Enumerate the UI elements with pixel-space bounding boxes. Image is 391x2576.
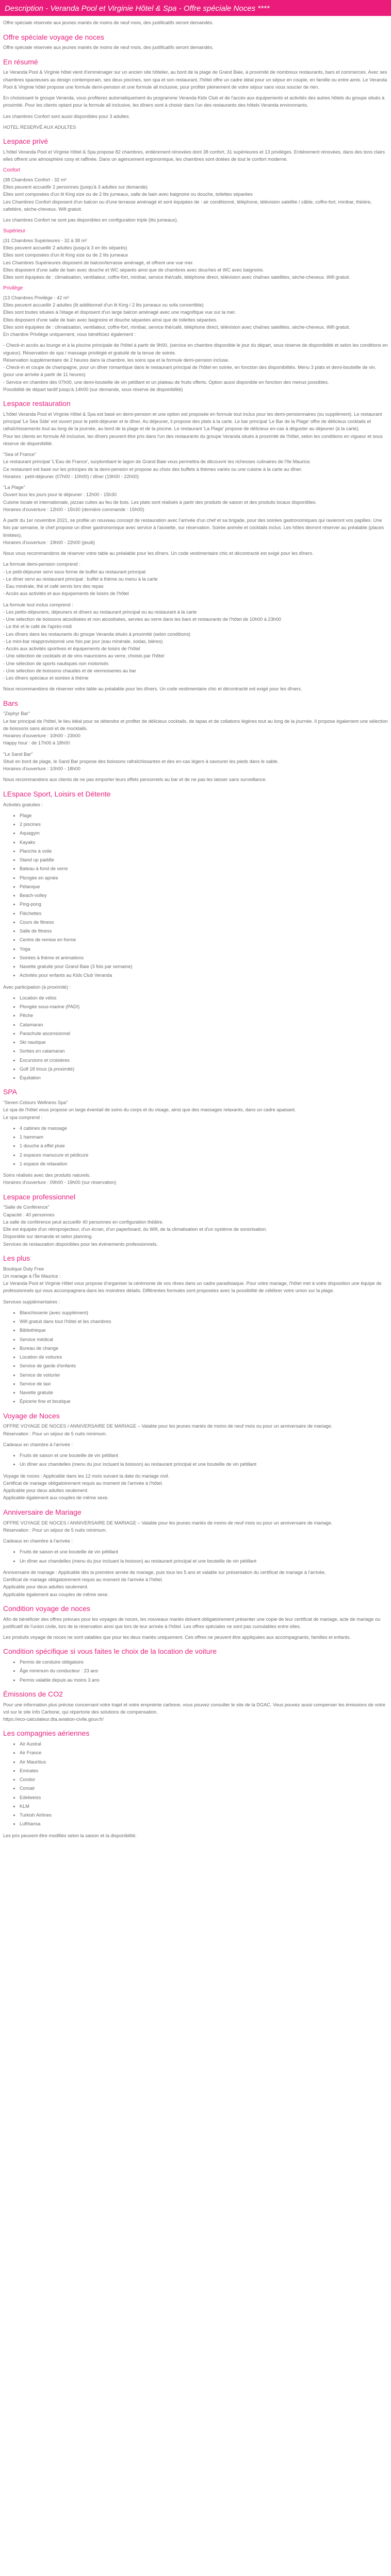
bullet-list <box>3 812 388 979</box>
paragraph-line: Elles sont composées d'un lit King size ou de 2 lits jumeaux <box>3 252 128 258</box>
paragraph-line: (13 Chambres Privilège - 42 m² <box>3 295 69 300</box>
list-item: • Permis valable depuis au moins 3 ans <box>20 1676 388 1684</box>
list-item: • Ping-pong <box>20 901 388 908</box>
paragraph-line: Les prix peuvent être modifiés selon la saison et la disponibilité. <box>3 1833 137 1838</box>
paragraph-line: Soins réalisés avec des produits naturels. <box>3 1173 91 1178</box>
section-heading: Émissions de CO2 <box>3 1689 63 1698</box>
paragraph-line: Les chambres Confort ne sont pas disponibles en configuration triple (lits jumeaux). <box>3 217 178 223</box>
paragraph-line: À partir du 1er novembre 2021, se profile un nouveau concept de restauration avec l'arrivée d'un chef et sa brigade, pour des soirées gastronomiques qui ravieront vos papilles. Une fois par semaine, le chef propose un dîner gastronomique avec service à l'assiette, sur réservation. Soirée animée et cocktails inclus. Les hôtes devront réserver au préalable (places limitées). <box>3 518 384 538</box>
paragraph-line: HOTEL RESERVÉ AUX ADULTES <box>3 124 76 130</box>
list-item: • Permis de conduire obligatoire <box>20 1658 388 1666</box>
paragraph-line: Elles disposent d'une salle de bain avec douche et WC séparés ainsi que de chambres avec douches et WC avec baignoire. <box>3 267 264 273</box>
paragraph-line: L'hôtel Veranda Pool et Virginie Hôtel & Spa propose 82 chambres, entièrement rénovées dont 38 confort, 31 supérieures et 13 privilèges. Entièrement rénovées, dans des tons clairs elles offrent une atmosphère cosy et raffinée. Dans un agencement ergonomique, les chambres sont dotées de tout le confort moderne. <box>3 149 385 162</box>
list-item: • Un dîner aux chandelles (menu du jour incluant la boisson) au restaurant principal et une bouteille de vin pétillant <box>20 1461 388 1468</box>
paragraph-line: Elles peuvent accueillir 2 adultes (jusqu'à 3 en lits séparés) <box>3 245 127 251</box>
paragraph-line: - Le thé et le café de l'après-midi <box>3 624 72 630</box>
paragraph-line: Elles peuvent accueillir 2 adultes (lit additionnel d'un lit King / 2 lits jumeaux ou sofa convertible) <box>3 302 204 308</box>
list-item: • Catamaran <box>20 1021 388 1028</box>
list-item: • Condor <box>20 1776 388 1783</box>
paragraph-line: En choisissant le groupe Veranda, vous profiterez automatiquement du programme Veranda Kids Club et de l'accès aux équipements et activités des autres hôtels du groupe situés à proximité. Pour les clients optant pour la formule all inclusive, les dîners sont à choisir dans l'un des restaurants des hôtels Veranda environnants. <box>3 95 385 108</box>
paragraph-line: - Les petits-déjeuners, déjeuners et dîners au restaurant principal ou au restaurant à la carte <box>3 609 197 615</box>
paragraph <box>3 1832 388 1839</box>
list-item: • Emirates <box>20 1767 388 1774</box>
list-item: • Kayaks <box>20 839 388 846</box>
section-heading: En résumé <box>3 57 38 66</box>
paragraph-line: - Accès aux activités sportives et équipements de loisirs de l'hôtel <box>3 646 140 652</box>
list-item: • Plongée sous-marine (PADI) <box>20 1003 388 1010</box>
list-item: • 4 cabines de massage <box>20 1125 388 1132</box>
paragraph-line: Situé en bord de plage, le Sand Bar propose des boissons rafraîchissantes et des en-cas légers à savourer les pieds dans le sable. <box>3 758 279 764</box>
section-heading: Lespace privé <box>3 137 48 146</box>
paragraph-line: La formule tout inclus comprend : <box>3 602 73 607</box>
bullet-list <box>3 994 388 1082</box>
list-item: • 1 hammam <box>20 1133 388 1141</box>
paragraph-line: Applicable pour deux adultes seulement. <box>3 1584 89 1590</box>
list-item: • Wifi gratuit dans tout l'hôtel et les chambres <box>20 1318 388 1325</box>
paragraph-line: Capacité : 40 personnes <box>3 1212 55 1217</box>
paragraph-line: Le restaurant principal 'L'Eau de France', surplombant le lagon de Grand Baie vous permettra de découvrir les richesses culinaires de l'île Maurice. <box>3 459 311 465</box>
paragraph <box>3 801 388 808</box>
paragraph <box>3 1519 388 1534</box>
paragraph-line: Pour les clients en formule All inclusive, les dîners peuvent être pris dans l'un des restaurants du groupe Veranda situés à proximité de l'hôtel, selon les conditions en vigueur et sous réserve de disponibilité. <box>3 433 383 446</box>
paragraph-line: Elles sont toutes situées à l'étage et disposent d'un large balcon aménagé avec une magnifique vue sur la mer. <box>3 310 236 315</box>
paragraph-line: Offre spéciale réservée aux jeunes mariés de moins de neuf mois, des justificatifs seront demandés. <box>3 20 214 26</box>
paragraph <box>3 342 388 393</box>
paragraph <box>3 237 388 281</box>
paragraph <box>3 984 388 991</box>
paragraph-line: - Service en chambre dès 07h00, une demi-bouteille de vin pétillant et un plateau de fruits offerts. Option aussi disponible en fonction des menus possibles. <box>3 379 329 385</box>
paragraph <box>3 44 388 51</box>
paragraph <box>3 1204 388 1248</box>
list-item: • Bureau de change <box>20 1345 388 1352</box>
paragraph-line: - Le mini-bar réapprovisionné une fois par jour (eau minérale, sodas, bières) <box>3 638 163 644</box>
list-item: • Fruits de saison et une bouteille de vin pétillant <box>20 1548 388 1555</box>
list-item: • Un dîner aux chandelles (menu du jour incluant la boisson) au restaurant principal et une bouteille de vin pétillant <box>20 1557 388 1565</box>
paragraph <box>3 601 388 682</box>
paragraph-line: Services de restauration disponibles pour les événements professionnels. <box>3 1241 158 1247</box>
paragraph-line: Horaires d'ouverture : 10h00 - 23h00 <box>3 733 80 739</box>
list-item: • Navette gratuite <box>20 1389 388 1396</box>
section-heading: Anniversaire de Mariage <box>3 1507 82 1516</box>
list-item: • Bibliothèque <box>20 1327 388 1334</box>
paragraph-line: Happy hour : de 17h00 à 18h00 <box>3 740 70 746</box>
list-item: • Fléchettes <box>20 910 388 917</box>
paragraph-line: Elles sont équipées de : climatisation, ventilateur, coffre-fort, minibar, service thé/café, téléphone direct, télévision avec chaînes satellites, sèche-cheveux. Wifi gratuit. <box>3 324 350 330</box>
paragraph-line: Réservation supplémentaire de 2 heures dans la chambre, les soins spa et la formule demi-pension incluse. <box>3 357 230 363</box>
section-heading: Bars <box>3 699 18 707</box>
paragraph-line: Applicable également aux couples de même sexe. <box>3 1591 109 1597</box>
paragraph-line: - Une sélection de boissons alcoolisées et non alcoolisées, servies au verre dans les bars et restaurants de l'hôtel de 10h00 à 23h00 <box>3 617 282 622</box>
paragraph-line: Les Chambres Supérieures disposent de balcon/terrasse aménagé, et offrent une vue mer. <box>3 260 194 265</box>
paragraph <box>3 484 388 513</box>
list-item: • Soirées à thème et animations <box>20 954 388 961</box>
paragraph-line: Applicable pour deux adultes seulement. <box>3 1488 89 1494</box>
list-item: • Service médical <box>20 1336 388 1343</box>
paragraph-line: Les chambres Confort sont aussi disponibles pour 3 adultes. <box>3 113 131 119</box>
paragraph <box>3 451 388 480</box>
subsection-heading: Supérieur <box>3 228 26 234</box>
paragraph-line: - Le dîner servi au restaurant principal : buffet à thème ou menu à la carte <box>3 576 158 582</box>
paragraph-line: "Seven Colours Wellness Spa" <box>3 1100 68 1106</box>
paragraph <box>3 710 388 747</box>
list-item: • Cours de fitness <box>20 919 388 926</box>
paragraph-line: (38 Chambres Confort - 32 m² <box>3 177 67 182</box>
list-item: • Air Mauritius <box>20 1758 388 1766</box>
paragraph-line: Ouvert tous les jours pour le déjeuner : 12h00 - 15h30 <box>3 492 117 498</box>
paragraph-line: Applicable également aux couples de même sexe. <box>3 1495 109 1501</box>
paragraph-line: Activités gratuites : <box>3 802 43 807</box>
section-heading: Voyage de Noces <box>3 1411 60 1420</box>
list-item: • Edelweiss <box>20 1794 388 1801</box>
paragraph-line: Nous recommandons aux clients de ne pas emporter leurs effets personnels au bar et de ne pas les laisser sans surveillance. <box>3 777 267 783</box>
paragraph-line: Nous vous recommandons de réserver votre table au préalable pour les dîners. Un code vestimentaire chic et décontracté est exigé pour les dîners. <box>3 551 314 556</box>
list-item: • 2 espaces manucure et pédicure <box>20 1151 388 1159</box>
paragraph-line: Cadeaux en chambre à l'arrivée : <box>3 1538 73 1544</box>
paragraph-line: La formule demi-pension comprend : <box>3 562 80 567</box>
description-content <box>0 19 391 1839</box>
paragraph-line: - Les dîners spéciaux et soirées à thème <box>3 675 89 681</box>
list-item: • Bateau à fond de verre <box>20 865 388 872</box>
list-item: • Service de taxi <box>20 1380 388 1387</box>
paragraph <box>3 776 388 783</box>
paragraph-line: Pour une information plus précise concernant votre trajet et votre empreinte carbone, vous pouvez consulter le site de la DGAC. Vous pouvez aussi compenser les émissions de votre vol sur le site Info Carbone, qui répertorie des solutions de compensation. <box>3 1702 385 1715</box>
paragraph-line: Horaires : petit-déjeuner (07h00 - 10h00) / dîner (19h00 - 22h00) <box>3 473 139 479</box>
list-item: • 1 douche à effet pluie <box>20 1142 388 1149</box>
list-item: • Ski nautique <box>20 1039 388 1046</box>
section-heading: Lespace restauration <box>3 399 71 408</box>
paragraph-line: - Une sélection de cocktails et de vins mauriciens au verre, choisis par l'hôtel <box>3 653 165 659</box>
paragraph-line: Cadeaux en chambre à l'arrivée : <box>3 1442 73 1447</box>
list-item: • Navette gratuite pour Grand Baie (3 fois par semaine) <box>20 963 388 970</box>
paragraph <box>3 1172 388 1187</box>
paragraph-line: Le spa comprend : <box>3 1114 43 1120</box>
section-heading: Condition spécifique si vous faites le choix de la location de voiture <box>3 1647 217 1656</box>
paragraph-line: Réservation : Pour un séjour de 5 nuits minimum. <box>3 1431 107 1436</box>
list-item: • Air France <box>20 1749 388 1756</box>
paragraph <box>3 216 388 224</box>
paragraph <box>3 1634 388 1641</box>
paragraph-line: Ce restaurant est basé sur les principes de la demi-pension et propose au choix des buffets à thèmes variés ou une cuisine à la carte au dîner. <box>3 466 303 472</box>
paragraph-line: Les produits voyage de noces ne sont valables que pour les deux mariés uniquement. Ces offres ne peuvent être appliquées aux accompagnants, familles et enfants. <box>3 1635 351 1640</box>
paragraph-line: Un mariage à l'Île Maurice : <box>3 1273 61 1279</box>
paragraph-line: Services supplémentaires : <box>3 1299 60 1304</box>
paragraph-line: - Eau minérale, thé et café servis lors des repas <box>3 584 104 589</box>
list-item: • Corsair <box>20 1785 388 1792</box>
list-item: • Location de voitures <box>20 1353 388 1361</box>
paragraph-line: La salle de conférence peut accueillir 40 personnes en configuration théâtre. <box>3 1219 164 1225</box>
paragraph-line: "Zephyr Bar" <box>3 711 30 717</box>
section-heading: Lespace professionnel <box>3 1192 76 1201</box>
paragraph-line: Anniversaire de mariage : Applicable dès la première année de mariage, puis tous les 5 ans et valable sur présentation du certificat de mariage à l'arrivée. <box>3 1569 326 1575</box>
section-heading: Les compagnies aériennes <box>3 1729 90 1738</box>
paragraph-line: Nous recommandons de réserver votre table au préalable pour les dîners. Un code vestimentaire chic et décontracté est exigé pour les dîners. <box>3 686 302 692</box>
paragraph <box>3 1569 388 1598</box>
subsection-heading: Privilège <box>3 285 23 292</box>
paragraph <box>3 1441 388 1448</box>
paragraph-line: Offre spéciale réservée aux jeunes mariés de moins de neuf mois, des justificatifs seront demandés. <box>3 45 214 50</box>
paragraph <box>3 550 388 557</box>
section-heading: SPA <box>3 1088 17 1096</box>
list-item: • Équitation <box>20 1074 388 1081</box>
paragraph-line: Elles sont équipées de : climatisation, ventilateur, coffre-fort, minibar, service thé/café, téléphone direct, télévision avec chaînes satellites, sèche-cheveux. Wifi gratuit. <box>3 275 350 280</box>
paragraph <box>3 1298 388 1306</box>
list-item: • Plongée en apnée <box>20 874 388 882</box>
paragraph-line: L'hôtel Veranda Pool et Virginie Hôtel & Spa est basé en demi-pension et une option est proposée en formule tout inclus pour les demi-pensionnaires (ou supplément). Le restaurant principal 'Le Sea Side' est ouvert pour le petit-déjeuner et le dîner. Au déjeuner, il propose des plats à la carte. Le bar principal 'Le Bar de la Plage' offre de délicieux cocktails et rafraîchissements tout au long de la journée, au bord de la plage et de la piscine. Le restaurant 'La Plage' propose de délicieux en-cas à déguster au déjeuner (à la carte). <box>3 411 382 432</box>
paragraph <box>3 561 388 597</box>
paragraph <box>3 517 388 546</box>
paragraph-line: (31 Chambres Supérieures - 32 à 38 m² <box>3 238 87 243</box>
paragraph-line: Voyage de noces : Applicable dans les 12 mois suivant la date du mariage civil. <box>3 1473 170 1479</box>
list-item: • Lufthansa <box>20 1820 388 1827</box>
paragraph <box>3 176 388 213</box>
list-item: • Plage <box>20 812 388 819</box>
paragraph <box>3 1099 388 1121</box>
paragraph <box>3 148 388 163</box>
list-item: • 1 espace de relaxation <box>20 1160 388 1167</box>
list-item: • Activités pour enfants au Kids Club Veranda <box>20 972 388 979</box>
paragraph <box>3 751 388 773</box>
list-item: • Service de garde d'enfants <box>20 1362 388 1369</box>
paragraph-line: - Accès aux activités et aux équipements de loisirs de l'hôtel <box>3 591 129 597</box>
subsection-heading: Confort <box>3 167 20 174</box>
paragraph <box>3 69 388 91</box>
section-heading: Condition voyage de noces <box>3 1604 90 1613</box>
paragraph <box>3 1265 388 1295</box>
paragraph-line: "La Plage" <box>3 485 25 490</box>
section-heading: LEspace Sport, Loisirs et Détente <box>3 789 111 798</box>
paragraph-line: "Sea of France" <box>3 452 37 457</box>
paragraph-line: Le spa de l'hôtel vous propose un large éventail de soins du corps et du visage, ainsi que des massages relaxants, dans un cadre apaisant. <box>3 1107 296 1113</box>
paragraph <box>3 1701 388 1723</box>
paragraph-line: Elle est équipée d'un rétroprojecteur, d'un écran, d'un paperboard, du Wifi, de la climatisation et d'un système de sonorisation. <box>3 1227 267 1232</box>
paragraph <box>3 411 388 447</box>
list-item: • Yoga <box>20 945 388 953</box>
bullet-list <box>3 1740 388 1828</box>
paragraph <box>3 1472 388 1502</box>
paragraph-line: OFFRE VOYAGE DE NOCES / ANNIVERSAIRE DE MARIAGE – Valable pour les jeunes mariés de moins de neuf mois ou pour un anniversaire de mariage. <box>3 1520 333 1526</box>
paragraph <box>3 1422 388 1437</box>
list-item: • Âge minimum du conducteur : 23 ans <box>20 1667 388 1674</box>
list-item: • Centre de remise en forme <box>20 936 388 943</box>
paragraph-line: OFFRE VOYAGE DE NOCES / ANNIVERSAIRE DE MARIAGE – Valable pour les jeunes mariés de moins de neuf mois ou pour un anniversaire de mariage. <box>3 1423 333 1429</box>
paragraph <box>3 19 388 26</box>
bullet-list <box>3 1309 388 1405</box>
paragraph-line: Horaires d'ouverture : 10h00 - 18h00 <box>3 766 80 772</box>
paragraph-line: Réservation : Pour un séjour de 5 nuits minimum. <box>3 1527 107 1533</box>
paragraph-line: Elles disposent d'une salle de bain avec baignoire et douche séparées ainsi que de toilettes séparées. <box>3 317 218 323</box>
paragraph-line: - Une sélection de sports nautiques non motorisés <box>3 660 109 666</box>
paragraph-line: - Le petit-déjeuner servi sous forme de buffet au restaurant principal <box>3 569 146 574</box>
paragraph-line: "Le Sand Bar" <box>3 751 33 757</box>
paragraph <box>3 113 388 120</box>
paragraph-line: - Check-in accès au lounge et à la piscine principale de l'hôtel à partir de 9h00, (service en chambre disponible le jour du départ, sous réserve de disponibilité et selon les conditions en vigueur). Réservation de spa / massage privilégié et gratuité de la tenue de soirée. <box>3 343 388 355</box>
paragraph-line: Certificat de mariage obligatoirement requis au moment de l'arrivée à l'hôtel. <box>3 1480 163 1486</box>
paragraph-line: Les Chambres Confort disposent d'un balcon ou d'une terrasse aménagé et sont équipées de : air conditionné, téléphone, télévision satellite / câble, coffre-fort, minibar, théière, cafetière, sèche-cheveux. Wifi gratuit. <box>3 199 372 212</box>
bullet-list <box>3 1658 388 1684</box>
paragraph <box>3 294 388 338</box>
list-item: • Blanchisserie (avec supplément) <box>20 1309 388 1316</box>
list-item: • Location de vélos <box>20 994 388 1002</box>
list-item: • 2 piscines <box>20 821 388 828</box>
list-item: • Salle de fitness <box>20 927 388 935</box>
paragraph <box>3 94 388 109</box>
list-item: • Beach-volley <box>20 892 388 899</box>
section-heading: Les plus <box>3 1253 30 1262</box>
paragraph-line: - Les dîners dans les restaurants du groupe Veranda situés à proximité (selon conditions) <box>3 631 191 637</box>
list-item: • Fruits de saison et une bouteille de vin pétillant <box>20 1452 388 1459</box>
paragraph-line: Avec participation (à proximité) : <box>3 984 71 990</box>
list-item: • Golf 18 trous (à proximité) <box>20 1065 388 1073</box>
paragraph-line: En chambre Privilège uniquement, vous bénéficiez également : <box>3 332 136 337</box>
paragraph-line: "Salle de Conférence" <box>3 1205 50 1210</box>
list-item: • Turkish Airlines <box>20 1811 388 1819</box>
list-item: • Air Austral <box>20 1740 388 1748</box>
list-item: • Épicerie fine et boutique <box>20 1398 388 1405</box>
paragraph-line: Possibilité de départ tardif jusqu'à 14h00 (sur demande, sous réserve de disponibilité) <box>3 386 183 392</box>
list-item: • Pêche <box>20 1012 388 1019</box>
paragraph-line: - Une sélection de boissons chaudes et de viennoiseries au bar <box>3 668 136 673</box>
paragraph-line: Cuisine locale et internationale, pizzas cuites au feu de bois. Les plats sont réalisés à partir des produits de saison et des produits locaux disponibles. <box>3 499 317 505</box>
list-item: • Planche à voile <box>20 848 388 855</box>
paragraph-line: Horaires d'ouverture : 09h00 - 19h00 (sur réservation) <box>3 1180 117 1185</box>
paragraph-line: Certificat de mariage obligatoirement requis au moment de l'arrivée à l'hôtel. <box>3 1577 163 1583</box>
list-item: • Excursions et croisières <box>20 1057 388 1064</box>
banner-title: Description - Veranda Pool et Virginie Hôtel & Spa - Offre spéciale Noces **** <box>5 4 270 13</box>
bullet-list <box>3 1125 388 1167</box>
paragraph <box>3 1616 388 1631</box>
paragraph-line: Elles peuvent accueillir 2 personnes (jusqu'à 3 adultes sur demande) <box>3 184 148 190</box>
list-item: • Parachute ascensionnel <box>20 1030 388 1037</box>
list-item: • Service de voiturier <box>20 1371 388 1379</box>
paragraph <box>3 685 388 692</box>
list-item: • Pétanque <box>20 883 388 890</box>
section-heading: Offre spéciale voyage de noces <box>3 32 104 41</box>
paragraph-line: Horaires d'ouverture : 12h00 - 15h30 (dernière commande : 15h00) <box>3 506 144 512</box>
list-item: • Aquagym <box>20 829 388 837</box>
paragraph-line: Boutique Duty Free <box>3 1266 44 1272</box>
paragraph-line: https://eco-calculateur.dta.aviation-civile.gouv.fr/ <box>3 1717 104 1722</box>
page-banner <box>0 0 391 16</box>
paragraph-line: Le bar principal de l'hôtel, le lieu idéal pour se détendre et profiter de délicieux cocktails, de tapas et de collations légères tout au long de la journée. Il propose également une sélection de boissons sans alcool et de mocktails. <box>3 718 388 731</box>
paragraph-line: Elles sont composées d'un lit King size ou de 2 lits jumeaux, salle de bain avec baignoire ou douche, toilettes séparées <box>3 192 253 197</box>
list-item: • Sorties en catamaran <box>20 1047 388 1055</box>
bullet-list <box>3 1548 388 1565</box>
bullet-list <box>3 1452 388 1468</box>
paragraph-line: - Check-in et coupe de champagne, pour un dîner romantique dans le restaurant principal de l'hôtel en soirée, en fonction des disponibilités. Menu 3 plats et demi-bouteille de vin. <box>3 365 377 370</box>
paragraph-line: Afin de bénéficier des offres prévues pour les voyages de noces, les nouveaux mariés doivent obligatoirement présenter une copie de leur certificat de mariage, acte de mariage ou justificatif de l'union civile, lors de la réservation ainsi que lors de leur arrivée à l'hôtel. Les offres spéciales ne sont pas cumulables entre elles. <box>3 1616 381 1629</box>
list-item: • Stand up paddle <box>20 856 388 863</box>
paragraph-line: Le Veranda Pool & Virginie hôtel vient d'emménager sur un ancien site hôtelier, au bord de la plage de Grand Baie, à proximité de nombreux restaurants, bars et commerces. Avec ses chambres spacieuses au design contemporain, ses deux piscines, son spa et son restaurant, l'hôtel offre un cadre idéal pour un séjour en couple, en famille ou entre amis. Le Veranda Pool & Virginie hôtel propose une formule demi-pension et une formule all inclusive, pour profiter pleinement de votre séjour sans vous soucier de rien. <box>3 70 387 90</box>
paragraph-line: Horaires d'ouverture : 19h00 - 22h00 (jeudi) <box>3 539 95 545</box>
paragraph-line: Le Veranda Pool et Virginie Hôtel vous propose d'organiser la cérémonie de vos rêves dans un cadre paradisiaque. Pour votre mariage, l'hôtel met à votre disposition une équipe de professionnels qui vous accompagnera dans les moindres détails. Différentes formules sont proposées avec la possibilité de célébrer votre union sur la plage. <box>3 1281 382 1294</box>
paragraph-line: Disponible sur demande et selon planning. <box>3 1234 93 1240</box>
list-item: • KLM <box>20 1803 388 1810</box>
paragraph <box>3 1537 388 1545</box>
paragraph-line: (pour une arrivée à partir de 11 heures) <box>3 372 86 378</box>
paragraph <box>3 124 388 131</box>
